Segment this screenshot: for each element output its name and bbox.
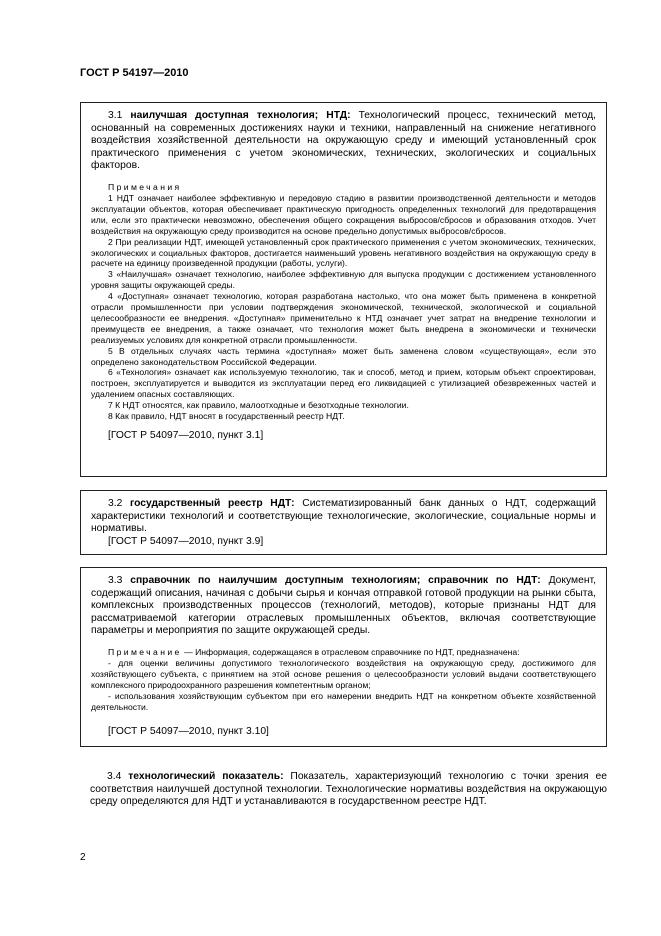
definition-text: Технологический процесс, технический метод, основанный на современных достижениях науки и техники, направленный на снижение негативного воздействия хозяйственной деятельности на окружающую среду и имеющий установленный срок практического применения с учетом экономических, технических, экологических и социальных факторов.: [91, 110, 596, 172]
page-number: 2: [80, 852, 86, 863]
definition-3-2: [91, 498, 596, 536]
definition-text: Показатель, характеризующий технологию с точки зрения ее соответствия наилучшей доступной технологии. Технологические нормативы воздействия на окружающую среду определяются для НДТ и устанавливаются в государственном реестре НДТ.: [90, 771, 607, 808]
note-5: 5 В отдельных случаях часть термина «доступная» может быть заменена словом «существующая», если это определено законодательством Российской Федерации.: [91, 345, 596, 367]
definition-box-3-2: [80, 490, 607, 555]
note-2: 2 При реализации НДТ, имеющей установленный срок практического применения с учетом экономических, технических, экологических и социальных факторов, достигается наименьший уровень негативного воздействия на окружающую среду в расчете на единицу произведенной продукции (работы, услуги).: [91, 236, 596, 269]
definition-text: Систематизированный банк данных о НДТ, содержащий характеристики технологий и соответствующие технологические, экологические, социальные нормы и нормативы.: [91, 498, 596, 535]
source-reference: [ГОСТ Р 54097—2010, пункт 3.9]: [108, 535, 264, 547]
definition-3-1: [91, 110, 596, 173]
definition-box-3-3: [80, 567, 607, 747]
page-header: ГОСТ Р 54197—2010: [80, 67, 189, 79]
note-1: 1 НДТ означает наиболее эффективную и передовую стадию в развитии производственной деятельности и методов эксплуатации объектов, которая обеспечивает практическую пригодность определенных технологий для предотвращения или, если это практически невозможно, обеспечения общего сокращения выбросов/сбросов и образования отходов. Учет воздействия на окружающую среду производится на основе предельно допустимых выбросов/сбросов.: [91, 192, 596, 236]
note-8: 8 Как правило, НДТ вносят в государственный реестр НДТ.: [108, 411, 345, 422]
note-3: 3 «Наилучшая» означает технологию, наиболее эффективную для выпуска продукции с достижением установленного уровня защиты окружающей среды.: [91, 269, 596, 291]
definition-3-4: [90, 771, 607, 809]
note-3-3: [91, 647, 596, 658]
definition-number: 3.1: [108, 110, 123, 121]
definition-term: справочник по наилучшим доступным технологиям; справочник по НДТ:: [130, 575, 541, 586]
definition-number: 3.3: [108, 575, 123, 586]
definition-box-3-1: [80, 102, 607, 477]
definition-term: наилучшая доступная технология; НТД:: [130, 110, 351, 121]
note-4: 4 «Доступная» означает технологию, которая разработана настолько, что она может быть применена в конкретной отрасли промышленности при условии подтверждения экономической, технической, экологической и социальной целесообразности ее внедрения. «Доступная» применительно к НТД означает учет затрат на внедрение технологии и преимуществ ее внедрения, а также означает, что технология может быть внедрена в экономически и технически реализуемых условиях для конкретной отрасли промышленности.: [91, 291, 596, 345]
note-item-2: - использования хозяйствующим субъектом при его намерении внедрить НДТ на конкретном объекте хозяйственной деятельности.: [91, 690, 596, 712]
note-6: 6 «Технология» означает как используемую технологию, так и способ, метод и прием, которым объект спроектирован, построен, эксплуатируется и выводится из эксплуатации перед его ликвидацией с утилизацией обезвреженных частей и удалением опасных составляющих.: [91, 367, 596, 400]
note-label: Примечание: [108, 646, 182, 657]
notes-title: Примечания: [108, 181, 182, 192]
definition-term: технологический показатель:: [128, 771, 284, 782]
note-text: — Информация, содержащаяся в отраслевом справочнике по НДТ, предназначена:: [184, 646, 520, 657]
definition-term: государственный реестр НДТ:: [129, 498, 295, 509]
definition-3-3: [91, 575, 596, 638]
definition-text: Документ, содержащий описания, начиная с добычи сырья и кончая отправкой готовой продукции на рынки сбыта, комплексных производственных процессов (технологий, методов), которые признаны НДТ для рассматриваемой категории отраслевых промышленных объектов, включая соответствующие параметры и мероприятия по защите окружающей среды.: [91, 575, 596, 637]
note-item-1: - для оценки величины допустимого технологического воздействия на окружающую среду, достижимого для хозяйствующего субъекта, с принятием на этой основе решения о целесообразности условий выдачи соответствующего комплексного природоохранного разрешения компетентным органом;: [91, 657, 596, 690]
source-reference: [ГОСТ Р 54097—2010, пункт 3.1]: [108, 430, 264, 441]
source-reference: [ГОСТ Р 54097—2010, пункт 3.10]: [108, 726, 269, 738]
definition-number: 3.2: [108, 498, 123, 509]
definition-number: 3.4: [107, 771, 122, 782]
note-7: 7 К НДТ относятся, как правило, малоотходные и безотходные технологии.: [108, 400, 409, 411]
